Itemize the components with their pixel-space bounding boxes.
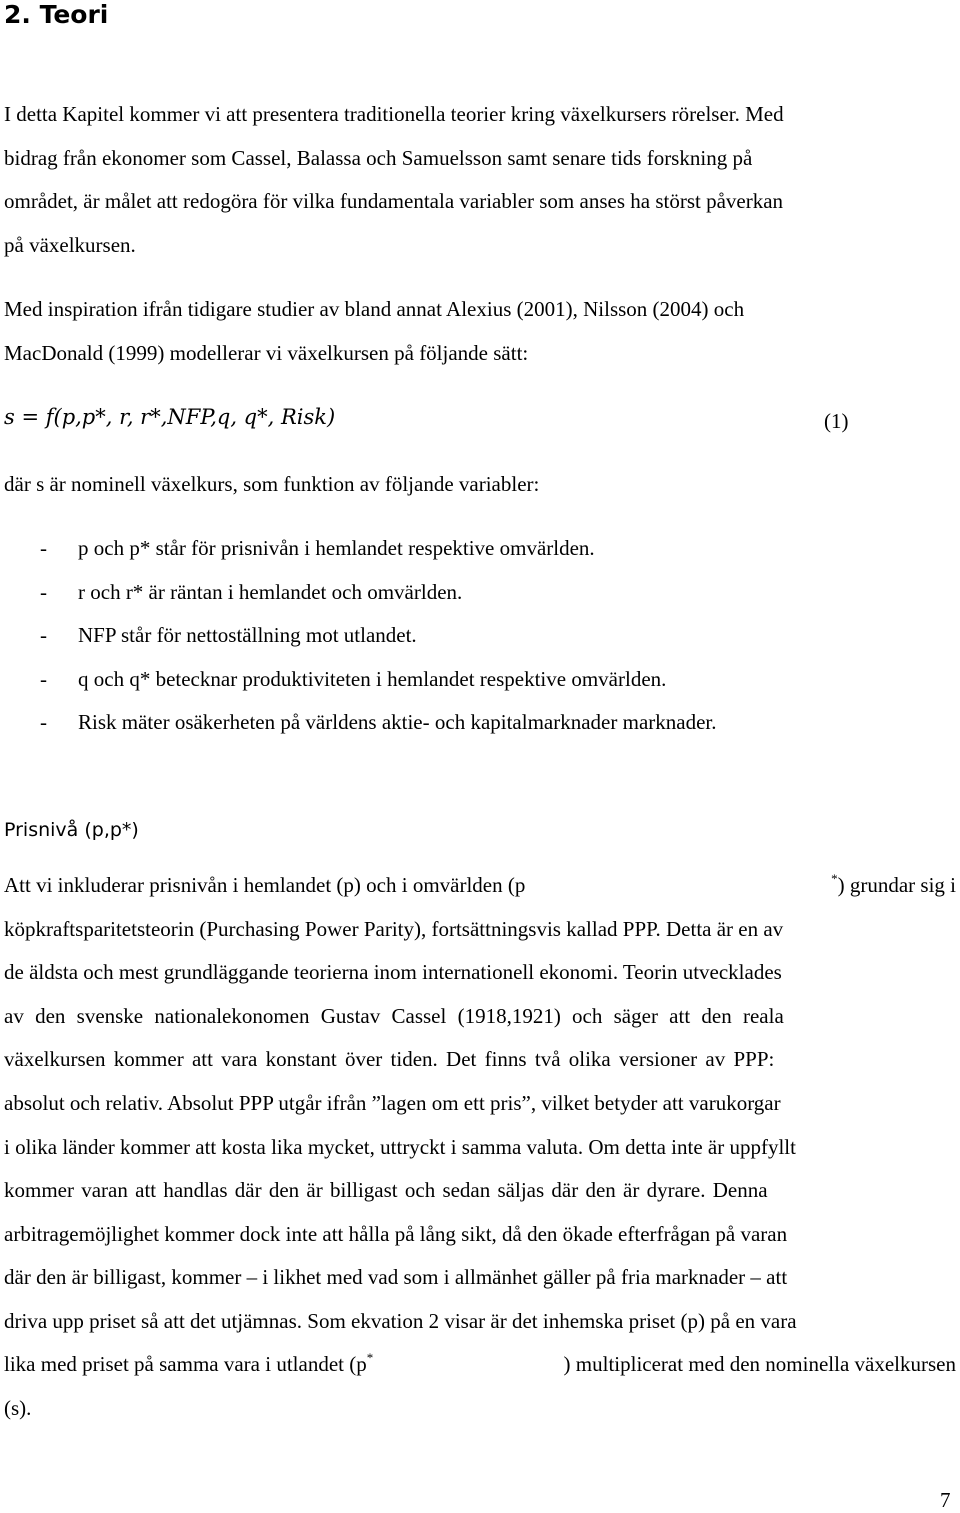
list-item: Risk mäter osäkerheten på världens aktie- och kapitalmarknader marknader. [78, 710, 717, 734]
subheading: Prisnivå (p,p*) [4, 819, 139, 841]
line-text: lika med priset på samma vara i utlandet (p [4, 1352, 367, 1376]
line-text-start [4, 1351, 373, 1377]
paragraph-line [4, 1351, 956, 1377]
paragraph-line: Med inspiration ifrån tidigare studier av bland annat Alexius (2001), Nilsson (2004) och [4, 297, 745, 321]
paragraph-line: på växelkursen. [4, 233, 136, 257]
paragraph-line: området, är målet att redogöra för vilka fundamentala variabler som anses ha störst påverkan [4, 189, 784, 213]
paragraph-line: kommer varan att handlas där den är billigast och sedan säljas där den är dyrare. Denna [4, 1178, 768, 1202]
superscript: * [366, 1350, 374, 1365]
superscript: * [831, 871, 838, 886]
paragraph-line: av den svenske nationalekonomen Gustav Cassel (1918,1921) och säger att den reala [4, 1004, 784, 1028]
list-item: r och r* är räntan i hemlandet och omvärlden. [78, 580, 463, 604]
paragraph-line: de äldsta och mest grundläggande teorierna inom internationell ekonomi. Teorin utvecklades [4, 960, 782, 984]
paragraph-line: växelkursen kommer att vara konstant över tiden. Det finns två olika versioner av PPP: [4, 1047, 775, 1071]
list-bullet: - [40, 667, 47, 691]
paragraph-line: i olika länder kommer att kosta lika mycket, uttryckt i samma valuta. Om detta inte är uppfyllt [4, 1135, 796, 1159]
paragraph-line: MacDonald (1999) modellerar vi växelkursen på följande sätt: [4, 341, 529, 365]
paragraph-line: arbitragemöjlighet kommer dock inte att hålla på lång sikt, då den ökade efterfrågan på varan [4, 1222, 788, 1246]
where-line: där s är nominell växelkurs, som funktion av följande variabler: [4, 472, 540, 496]
paragraph-line: absolut och relativ. Absolut PPP utgår ifrån ”lagen om ett pris”, vilket betyder att varukorgar [4, 1091, 781, 1115]
equation: s = f(p,p*, r, r*,NFP,q, q*, Risk) [4, 405, 336, 429]
page-number: 7 [940, 1488, 951, 1512]
list-bullet: - [40, 580, 47, 604]
list-bullet: - [40, 710, 47, 734]
list-item: p och p* står för prisnivån i hemlandet respektive omvärlden. [78, 536, 595, 560]
line-text: ) grundar sig i [837, 873, 956, 897]
section-heading: 2. Teori [4, 0, 109, 29]
list-bullet: - [40, 536, 47, 560]
paragraph-line: bidrag från ekonomer som Cassel, Balassa och Samuelsson samt senare tids forskning på [4, 146, 753, 170]
paragraph-line [4, 872, 956, 898]
paragraph-line: där den är billigast, kommer – i likhet med vad som i allmänhet gäller på fria marknader – att [4, 1265, 788, 1289]
list-item: q och q* betecknar produktiviteten i hemlandet respektive omvärlden. [78, 667, 667, 691]
line-text-end [831, 872, 956, 898]
paragraph-line: (s). [4, 1396, 32, 1420]
line-text: ) multiplicerat med den nominella växelkursen [563, 1352, 956, 1376]
paragraph-line: I detta Kapitel kommer vi att presentera traditionella teorier kring växelkursers rörelser. Med [4, 102, 784, 126]
equation-number: (1) [824, 409, 849, 433]
paragraph-line: köpkraftsparitetsteorin (Purchasing Power Parity), fortsättningsvis kallad PPP. Detta är en av [4, 917, 784, 941]
paragraph-line: driva upp priset så att det utjämnas. Som ekvation 2 visar är det inhemska priset (p) på en vara [4, 1309, 797, 1333]
line-text: Att vi inkluderar prisnivån i hemlandet (p) och i omvärlden (p [4, 873, 526, 897]
list-bullet: - [40, 623, 47, 647]
list-item: NFP står för nettoställning mot utlandet. [78, 623, 417, 647]
